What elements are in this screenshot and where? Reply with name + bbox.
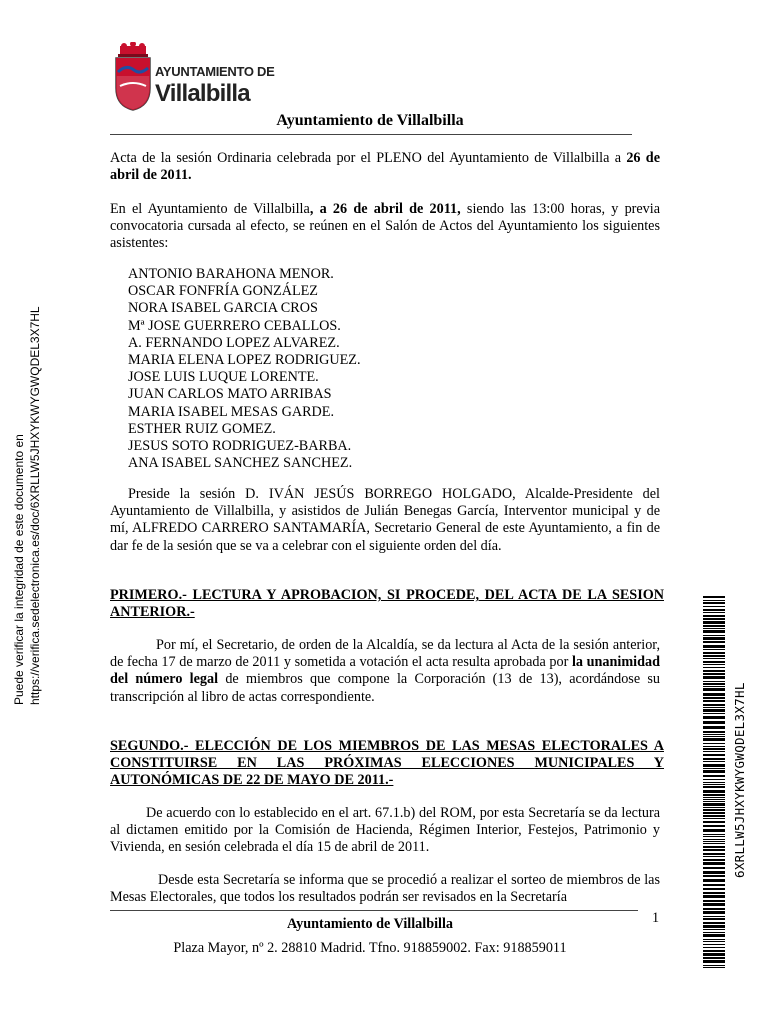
barcode-bar (703, 726, 725, 729)
barcode-bar (703, 635, 725, 636)
barcode-bar (703, 637, 725, 640)
barcode-code (730, 596, 754, 896)
barcode-bar (703, 676, 725, 679)
barcode-bar (703, 768, 725, 769)
barcode-bar (703, 775, 725, 777)
barcode-bar (703, 596, 725, 598)
barcode-bar (703, 606, 725, 607)
barcode-bar (703, 875, 725, 877)
barcode-bar (703, 944, 725, 945)
header-divider (110, 134, 632, 135)
barcode-bar (703, 754, 725, 756)
barcode-bar (703, 911, 725, 914)
barcode-bar (703, 779, 725, 780)
section-2-title: SEGUNDO.- ELECCIÓN DE LOS MIEMBROS DE LAS MESAS ELECTORALES A CONSTITUIRSE EN LAS PRÓXIMAS ELECCIONES MUNICIPALES Y AUTONÓMICAS DE 22 DE MAYO DE 2011.- (110, 738, 664, 789)
barcode-bar (703, 746, 725, 747)
barcode-bar (703, 743, 725, 744)
barcode-bar (703, 947, 725, 948)
barcode-code-text: 6XRLLW5JHXYKWYGWQDEL3X7HL (732, 682, 747, 878)
attendee-name: A. FERNANDO LOPEZ ALVAREZ. (128, 334, 340, 351)
barcode-bar (703, 960, 725, 963)
barcode-bar (703, 661, 725, 663)
barcode-bar (703, 884, 725, 886)
barcode-bar (703, 815, 725, 817)
footer-divider (110, 910, 638, 911)
barcode-bar (703, 812, 725, 814)
attendee-name: MARIA ELENA LOPEZ RODRIGUEZ. (128, 352, 361, 369)
barcode-bar (703, 683, 725, 685)
session-date: 26 de abril de 2011, (332, 201, 461, 217)
section-bold-text: la unanimidad del número legal (110, 654, 660, 688)
barcode-bar (703, 856, 725, 857)
attendee-name: ANTONIO BARAHONA MENOR. (128, 266, 334, 282)
barcode-bar (703, 967, 725, 968)
barcode-bar (703, 794, 725, 796)
section-1-title: PRIMERO.- LECTURA Y APROBACION, SI PROCEDE, DEL ACTA DE LA SESION ANTERIOR.- (110, 587, 664, 621)
barcode-bar (703, 818, 725, 819)
barcode-bar (703, 716, 725, 719)
barcode (703, 596, 725, 968)
barcode-bar (703, 615, 725, 617)
barcode-bar (703, 908, 725, 910)
barcode-bar (703, 770, 725, 773)
barcode-bar (703, 922, 725, 924)
attendee-name: MARIA ISABEL MESAS GARDE. (128, 403, 335, 420)
barcode-bar (703, 916, 725, 917)
barcode-bar (703, 841, 725, 842)
barcode-bar (703, 892, 725, 894)
barcode-bar (703, 686, 725, 687)
verification-note (3, 306, 43, 710)
barcode-bar (703, 939, 725, 940)
attendee-name: OSCAR FONFRÍA GONZÁLEZ (128, 283, 318, 300)
barcode-bar (703, 673, 725, 675)
attendee-name: ANA ISABEL SANCHEZ SANCHEZ. (128, 455, 353, 472)
barcode-bar (703, 843, 725, 844)
barcode-bar (703, 918, 725, 920)
barcode-bar (703, 853, 725, 855)
barcode-bar (703, 709, 725, 712)
barcode-bar (703, 600, 725, 601)
barcode-bar (703, 803, 725, 806)
barcode-bar (703, 688, 725, 691)
barcode-bar (703, 825, 725, 827)
barcode-bar (703, 801, 725, 802)
barcode-bar (703, 941, 725, 942)
barcode-bar (703, 697, 725, 699)
barcode-bar (703, 879, 725, 882)
barcode-bar (703, 658, 725, 659)
barcode-bar (703, 649, 725, 650)
attendee-name: JUAN CARLOS MATO ARRIBAS (128, 386, 332, 403)
barcode-bar (703, 871, 725, 874)
intro-text: En el Ayuntamiento de Villalbilla (110, 201, 310, 217)
intro-paragraph-2 (110, 201, 660, 253)
barcode-bar (703, 888, 725, 890)
barcode-bar (703, 670, 725, 672)
intro-text: , a (309, 201, 333, 217)
barcode-bar (703, 734, 725, 735)
logo-line1: AYUNTAMIENTO DE (155, 64, 275, 79)
barcode-bar (703, 618, 725, 620)
barcode-bar (703, 738, 725, 741)
barcode-bar (703, 862, 725, 865)
intro-paragraph-1 (110, 150, 660, 184)
barcode-bar (703, 953, 725, 956)
barcode-bar (703, 667, 725, 668)
attendee-name: NORA ISABEL GARCIA CROS (128, 300, 318, 317)
barcode-bar (703, 950, 725, 952)
crest-icon (112, 42, 156, 112)
barcode-bar (703, 846, 725, 848)
barcode-bar (703, 609, 725, 611)
barcode-bar (703, 829, 725, 832)
barcode-bar (703, 625, 725, 627)
barcode-bar (703, 761, 725, 762)
barcode-bar (703, 799, 725, 800)
barcode-bar (703, 645, 725, 648)
barcode-bar (703, 704, 725, 706)
barcode-icon (703, 596, 725, 968)
barcode-bar (703, 612, 725, 613)
document-header-title: Ayuntamiento de Villalbilla (276, 112, 464, 129)
barcode-bar (703, 707, 725, 708)
barcode-bar (703, 900, 725, 902)
barcode-bar (703, 764, 725, 767)
verification-line-1: Puede verificar la integridad de este documento en (12, 434, 26, 705)
barcode-bar (703, 834, 725, 835)
logo-line2: Villalbilla (155, 80, 250, 107)
barcode-bar (703, 786, 725, 788)
barcode-bar (703, 664, 725, 665)
barcode-bar (703, 895, 725, 898)
barcode-bar (703, 621, 725, 624)
attendee-name: JESUS SOTO RODRIGUEZ-BARBA. (128, 438, 352, 455)
intro-text: Acta de la sesión Ordinaria celebrada por el PLENO del Ayuntamiento de Villalbilla a (110, 150, 627, 166)
barcode-bar (703, 849, 725, 851)
barcode-bar (703, 736, 725, 737)
barcode-bar (703, 782, 725, 783)
barcode-bar (703, 965, 725, 966)
footer-address: Plaza Mayor, nº 2. 28810 Madrid. Tfno. 918859002. Fax: 918859011 (173, 940, 567, 956)
session-time: siendo las 13:00 horas (460, 201, 602, 217)
intro-text: , y previa convocatoria cursada al efecto, se reúnen en el Salón de Actos del Ayuntamiento los siguientes asistentes: (110, 201, 661, 252)
attendee-name: ESTHER RUIZ GOMEZ. (128, 420, 276, 437)
barcode-bar (703, 681, 725, 682)
barcode-bar (703, 758, 725, 760)
barcode-bar (703, 836, 725, 837)
barcode-bar (703, 903, 725, 906)
barcode-bar (703, 652, 725, 654)
attendee-name: Mª JOSE GUERRERO CEBALLOS. (128, 317, 341, 334)
page-number: 1 (652, 910, 660, 926)
barcode-bar (703, 721, 725, 724)
barcode-bar (703, 932, 725, 933)
preside-paragraph: Preside la sesión D. IVÁN JESÚS BORREGO HOLGADO, Alcalde-Presidente del Ayuntamiento de Villalbilla, y asistidos de Julián Benegas García, Interventor municipal y de mí, ALFREDO CARRERO SANTAMARÍA, Secretario General de este Ayuntamiento, a fin de dar fe de la sesión que se va a celebrar con el siguiente orden del día. (110, 486, 660, 554)
barcode-bar (703, 602, 725, 604)
intro-date: 26 de abril de 2011. (110, 150, 660, 184)
barcode-bar (703, 859, 725, 861)
barcode-bar (703, 821, 725, 823)
attendee-name: JOSE LUIS LUQUE LORENTE. (128, 369, 319, 386)
barcode-bar (703, 751, 725, 752)
attendees-list (128, 266, 361, 472)
barcode-bar (703, 807, 725, 808)
section-text: de miembros que compone la Corporación (13 de 13), acordándose su transcripción al libro de actas correspondiente. (110, 671, 661, 705)
barcode-bar (703, 713, 725, 714)
barcode-bar (703, 790, 725, 793)
barcode-bar (703, 693, 725, 696)
section-2-paragraph-1: De acuerdo con lo establecido en el art. 67.1.b) del ROM, por esta Secretaría se da lectura al dictamen emitido por la Comisión de Hacienda, Régimen Interior, Festejos, Patrimonio y Vivienda, en sesión celebrada el día 15 de abril de 2011. (110, 805, 660, 856)
barcode-bar (703, 630, 725, 633)
barcode-bar (703, 628, 725, 629)
section-1-paragraph (110, 637, 660, 706)
barcode-bar (703, 867, 725, 869)
footer-title: Ayuntamiento de Villalbilla (286, 916, 454, 932)
barcode-bar (703, 748, 725, 750)
barcode-bar (703, 731, 725, 733)
barcode-bar (703, 655, 725, 657)
barcode-bar (703, 957, 725, 959)
section-text: Por mí, el Secretario, de orden de la Alcaldía, se da lectura al Acta de la sesión anterior, de fecha 17 de marzo de 2011 y sometida a votación el acta resulta aprobada por (110, 637, 660, 671)
barcode-bar (703, 700, 725, 702)
barcode-bar (703, 641, 725, 643)
barcode-bar (703, 934, 725, 937)
barcode-bar (703, 925, 725, 928)
barcode-bar (703, 809, 725, 811)
barcode-bar (703, 797, 725, 798)
verification-url[interactable]: https://verifica.sedelectronica.es/doc/6XRLLW5JHXYKWYGWQDEL3X7HL (28, 306, 42, 705)
section-2-paragraph-2: Desde esta Secretaría se informa que se procedió a realizar el sorteo de miembros de las Mesas Electorales, que todos los resultados podrán ser revisados en la Secretaría (110, 872, 660, 906)
barcode-bar (703, 839, 725, 840)
barcode-bar (703, 784, 725, 785)
barcode-bar (703, 929, 725, 930)
